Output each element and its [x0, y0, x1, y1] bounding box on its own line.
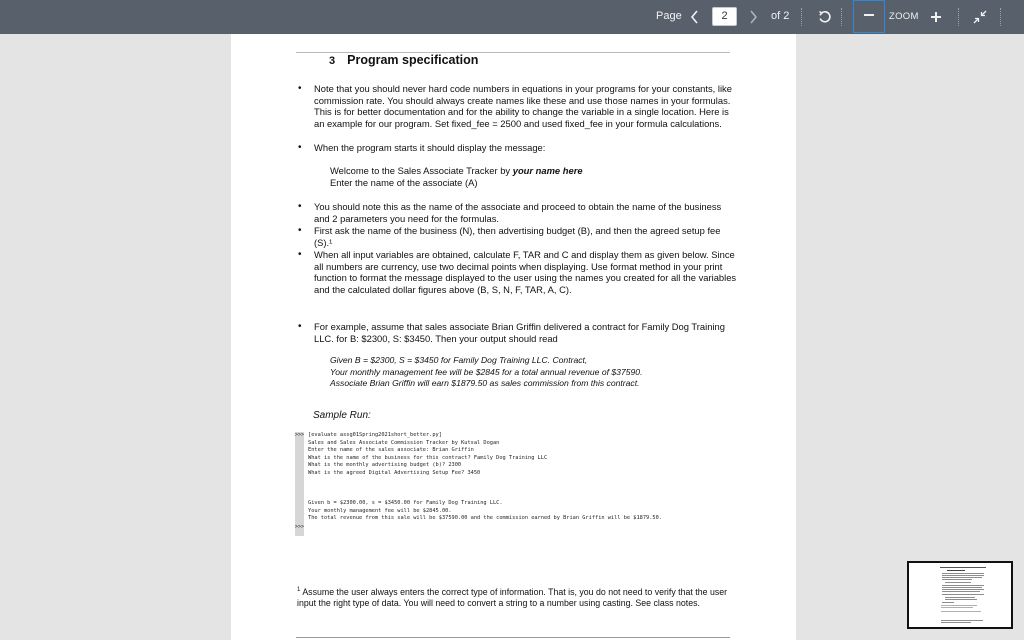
zoom-label: ZOOM — [889, 11, 919, 22]
console-line: What is the monthly advertising budget (b)? 2300 — [308, 462, 462, 469]
section-title: Program specification — [347, 53, 479, 67]
console-line: [evaluate assg01Spring2021short_better.py] — [308, 432, 442, 438]
example-line: Your monthly management fee will be $2845 for a total annual revenue of $37590. — [330, 366, 643, 377]
footnote-mark: 1 — [297, 587, 301, 593]
list-item: • When all input variables are obtained, calculate F, TAR and C and display them as given below. Since all numbers are currency, use two decimal points when displaying. Use format method in your print function to format the message displayed to the user using the names you created for all the variables and the calculated dollar figures above (B, S, N, F, TAR, A, C). — [297, 249, 737, 296]
console-line: Given b = $2300.00, s = $3450.00 for Family Dog Training LLC. — [308, 500, 503, 506]
console-screenshot — [295, 432, 735, 536]
footnote — [297, 585, 733, 609]
chevron-left-icon[interactable] — [684, 5, 706, 29]
welcome-line-2: Enter the name of the associate (A) — [330, 177, 478, 188]
list-item: • Note that you should never hard code numbers in equations in your programs for your constants, like commission rate. You should always create names like these and use those names in your formulas. This is for better documentation and for the ability to change the variable in a single location. Here is an example for our program. Set fixed_fee = 2500 and used fixed_fee in your formula calculations. — [297, 83, 737, 130]
example-line: Associate Brian Griffin will earn $1879.50 as sales commission from this contract. — [330, 378, 640, 388]
console-line: Your monthly management fee will be $2845.00. — [308, 507, 452, 514]
page-thumbnail[interactable] — [907, 561, 1013, 629]
plus-icon[interactable] — [925, 5, 947, 29]
chevron-right-icon[interactable] — [742, 5, 764, 29]
console-line: The total revenue from this sale will be $37590.00 and the commission earned by Brian Griffin will be $1879.50. — [308, 515, 662, 522]
list-item: • When the program starts it should display the message: — [297, 142, 545, 154]
section-number: 3 — [329, 55, 336, 67]
example-output — [330, 355, 642, 390]
collapse-icon[interactable] — [969, 5, 991, 29]
pdf-page — [231, 34, 796, 640]
rotate-icon[interactable] — [814, 5, 836, 29]
console-line: Enter the name of the sales associate: Brian Griffin — [308, 447, 474, 454]
toolbar-divider — [801, 8, 802, 26]
zoom-out-button[interactable] — [853, 0, 885, 33]
console-line: Sales and Sales Associate Commission Tracker by Kutsal Dogan — [308, 439, 500, 446]
welcome-line-name: your name here — [512, 165, 583, 176]
section-heading — [329, 53, 478, 67]
list-item: • For example, assume that sales associate Brian Griffin delivered a contract for Family Dog Training LLC. for B: $2300, S: $3450. Then your output should read — [297, 321, 737, 344]
footnote-text: Assume the user always enters the correct type of information. That is, you do not need to verify that the user input the right type of data. You will need to convert a string to a number using casting. See class notes. — [297, 586, 728, 608]
page-number-input[interactable]: 2 — [712, 7, 737, 26]
welcome-message — [330, 165, 583, 189]
console-gutter — [295, 432, 304, 536]
console-prompt: >>> — [295, 432, 305, 438]
console-line: What is the name of the business for this contract? Family Dog Training LLC — [308, 454, 548, 461]
list-item: • You should note this as the name of the associate and proceed to obtain the name of the business and 2 parameters you need for the formulas. — [297, 201, 737, 224]
console-prompt: >>> — [295, 524, 305, 530]
welcome-line-prefix: Welcome to the Sales Associate Tracker by — [330, 165, 513, 176]
minus-icon — [863, 8, 875, 26]
thumbnail-page — [937, 565, 989, 627]
page-count: of 2 — [771, 10, 790, 22]
console-line: What is the agreed Digital Advertising Setup Fee? 3450 — [308, 470, 481, 476]
toolbar-divider — [841, 8, 842, 26]
document-viewer[interactable] — [0, 34, 1024, 640]
toolbar-divider — [1000, 8, 1001, 26]
list-item: • First ask the name of the business (N), then advertising budget (B), and then the agreed setup fee (S).¹ — [297, 225, 737, 248]
sample-run-title: Sample Run: — [313, 410, 371, 421]
viewer-toolbar — [0, 0, 1024, 34]
toolbar-divider — [958, 8, 959, 26]
footer-rule — [296, 637, 730, 638]
example-line: Given B = $2300, S = $3450 for Family Dog Training LLC. Contract, — [330, 355, 588, 365]
page-label: Page — [656, 10, 682, 22]
